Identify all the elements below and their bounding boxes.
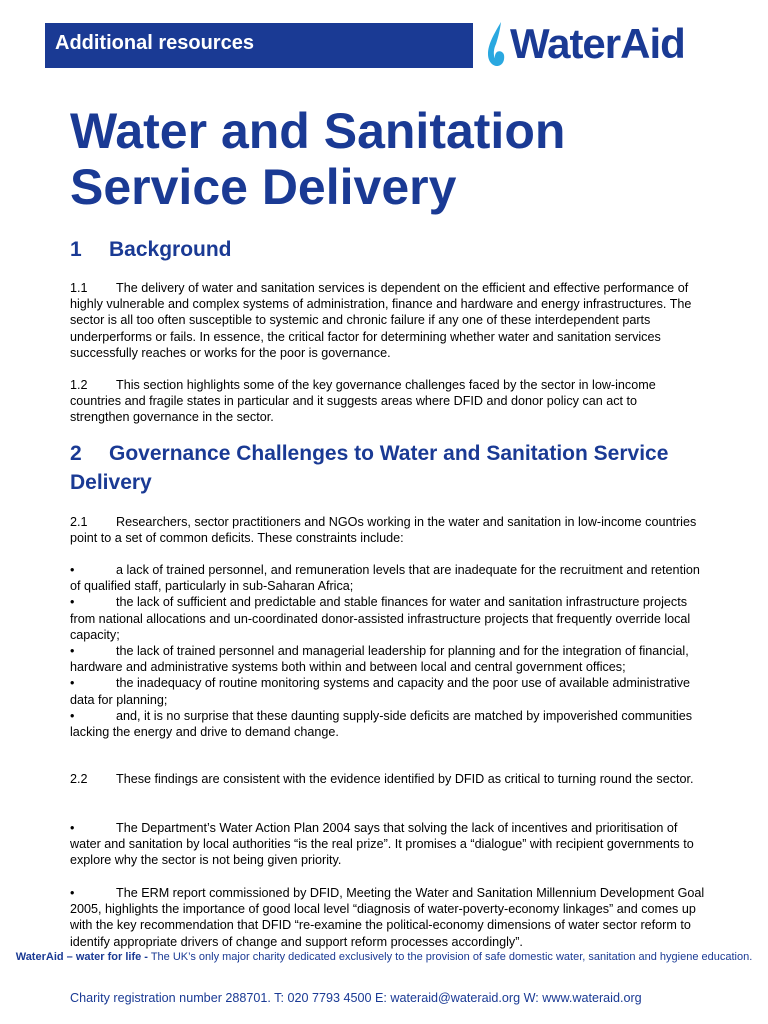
banner-label: Additional resources [55,32,254,54]
paragraph-1-1 [70,280,700,361]
section-2-heading [70,439,690,497]
paragraph-number: 2.1 [70,515,88,529]
footer-tagline-text: The UK’s only major charity dedicated exclusively to the provision of safe domestic water, sanitation and hygiene education. [150,951,753,963]
constraints-list [70,562,710,740]
bullet-marker: • [70,886,75,900]
section-2-title: Governance Challenges to Water and Sanitation Service Delivery [70,442,669,494]
wateraid-logo [484,16,714,72]
list-item [70,562,710,594]
paragraph-text: Researchers, sector practitioners and NGOs working in the water and sanitation in low-income countries point to a set of common deficits. These constraints include: [70,515,697,546]
paragraph-text: The delivery of water and sanitation services is dependent on the efficient and effective performance of highly vulnerable and complex systems of administration, finance and hardware and energy infrastructures. The sector is all too often susceptible to systemic and chronic failure if any one of these interdependent parts underperforms or fails. In essence, the critical factor for determining whether water and sanitation services successfully reaches or works for the poor is governance. [70,281,692,360]
list-item-text: the lack of trained personnel and managerial leadership for planning and for the integration of financial, hardware and administrative systems both within and between local and central government offices; [70,644,689,675]
water-drop-icon [484,20,508,68]
footer-brand: WaterAid – water for life - [15,951,148,963]
footer-tagline [0,950,768,965]
erm-report-bullet [70,885,710,950]
bullet-marker: • [70,821,75,835]
section-1-title: Background [109,238,232,261]
list-item [70,594,710,643]
water-action-plan-bullet [70,820,710,869]
paragraph-number: 1.2 [70,378,88,392]
paragraph-text: These findings are consistent with the evidence identified by DFID as critical to turning round the sector. [116,772,694,786]
paragraph-2-1 [70,514,700,546]
paragraph-text: The ERM report commissioned by DFID, Meeting the Water and Sanitation Millennium Development Goal 2005, highlights the importance of good local level “diagnosis of water-poverty-economy linkages” and comes up with the key recommendation that DFID “re-examine the political-economy dimensions of water sector reform to identify appropriate drivers of change and support reform processes accordingly”. [70,886,705,949]
section-1-heading [70,235,232,264]
section-1-number: 1 [70,238,82,261]
bullet-marker: • [70,563,75,577]
logo-text: WaterAid [510,20,685,67]
paragraph-number: 2.2 [70,772,88,786]
bullet-marker: • [70,676,75,691]
page-title: Water and Sanitation Service Delivery [70,103,566,215]
header-banner [45,23,473,68]
bullet-marker: • [70,708,75,723]
paragraph-text: This section highlights some of the key governance challenges faced by the sector in low-income countries and fragile states in particular and it suggests areas where DFID and donor policy can act to strengthen governance in the sector. [70,378,656,425]
footer-contact: Charity registration number 288701. T: 020 7793 4500 E: wateraid@wateraid.org W: www.wateraid.org [70,991,642,1005]
paragraph-2-2 [70,771,700,787]
list-item-text: the inadequacy of routine monitoring systems and capacity and the poor use of available administrative data for planning; [70,676,691,707]
paragraph-1-2 [70,377,700,426]
list-item [70,643,710,675]
list-item-text: the lack of sufficient and predictable and stable finances for water and sanitation infrastructure projects from national allocations and un-coordinated donor-assisted infrastructure projects that frequently override local capacity; [70,595,691,642]
paragraph-text: The Department’s Water Action Plan 2004 says that solving the lack of incentives and prioritisation of water and sanitation by local authorities “is the real prize”. It promises a “dialogue” with recipient governments to explore why the sector is not being given priority. [70,821,694,868]
list-item-text: and, it is no surprise that these daunting supply-side deficits are matched by impoverished communities lacking the energy and drive to demand change. [70,708,693,740]
list-item [70,708,710,740]
list-item [70,675,710,707]
bullet-marker: • [70,595,75,610]
paragraph-number: 1.1 [70,281,88,295]
bullet-marker: • [70,644,75,659]
list-item-text: a lack of trained personnel, and remuneration levels that are inadequate for the recruitment and retention of qualified staff, particularly in sub-Saharan Africa; [70,563,700,594]
section-2-number: 2 [70,442,82,465]
